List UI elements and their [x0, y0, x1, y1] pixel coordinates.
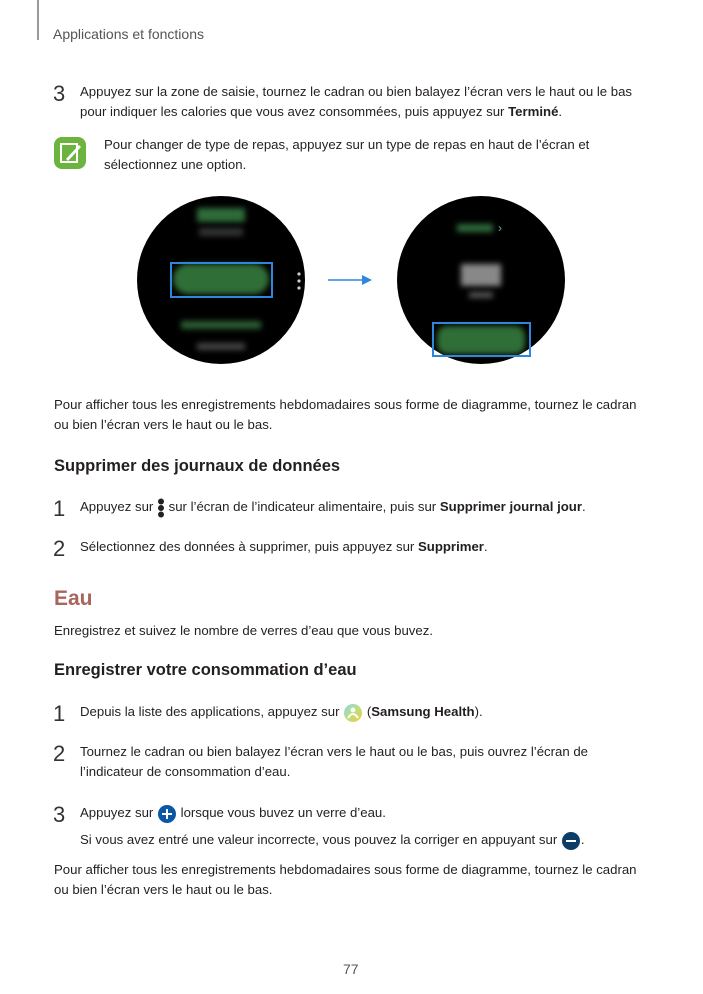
section-title: Enregistrer votre consommation d’eau	[54, 661, 357, 679]
page-number: 77	[343, 961, 359, 977]
step-number: 2	[53, 741, 66, 766]
done-highlight	[432, 322, 531, 357]
step-number: 2	[53, 536, 66, 561]
step-text: Tournez le cadran ou bien balayez l’écran vers le haut ou le bas, puis ouvrez l’écran de l’indicateur de consommation d’eau.	[80, 744, 589, 779]
input-highlight	[170, 262, 273, 298]
step-text: Depuis la liste des applications, appuyez sur (Samsung Health).	[80, 702, 690, 723]
add-icon	[157, 803, 177, 824]
more-options-icon	[297, 271, 301, 291]
step-text: Sélectionnez des données à supprimer, puis appuyez sur Supprimer.	[80, 539, 488, 554]
step-number: 1	[53, 496, 66, 521]
samsung-health-icon	[343, 702, 363, 723]
more-options-icon	[157, 497, 165, 518]
arrow-right-icon	[328, 272, 374, 293]
step-number: 3	[53, 802, 66, 827]
step-text: Appuyez sur lorsque vous buvez un verre d’eau. Si vous avez entré une valeur incorrecte, vous pouvez la corriger en appuyant sur .	[80, 803, 690, 851]
header-rule	[37, 0, 39, 40]
paragraph: Enregistrez et suivez le nombre de verres d’eau que vous buvez.	[54, 623, 433, 638]
section-heading: Eau	[54, 587, 93, 610]
step-text	[80, 82, 680, 122]
step-text: Appuyez sur sur l’écran de l’indicateur alimentaire, puis sur Supprimer journal jour.	[80, 497, 690, 518]
header-title: Applications et fonctions	[53, 26, 204, 42]
chevron-right-icon: ›	[498, 221, 502, 235]
paragraph: Pour afficher tous les enregistrements hebdomadaires sous forme de diagramme, tournez le cadran ou bien l’écran vers le haut ou le bas.	[54, 862, 637, 897]
note-text: Pour changer de type de repas, appuyez sur un type de repas en haut de l’écran et sélectionnez une option.	[104, 137, 590, 172]
step-number: 3	[53, 81, 66, 106]
step-number: 1	[53, 701, 66, 726]
paragraph: Pour afficher tous les enregistrements hebdomadaires sous forme de diagramme, tournez le cadran ou bien l’écran vers le haut ou le bas.	[54, 397, 637, 432]
note-pencil-icon	[54, 137, 86, 169]
step-line: pour indiquer les calories que vous avez consommées, puis appuyez sur Terminé.	[80, 104, 563, 119]
step-line: Appuyez sur la zone de saisie, tournez le cadran ou bien balayez l’écran vers le haut ou le bas	[80, 84, 633, 99]
remove-icon	[561, 830, 581, 851]
section-title: Supprimer des journaux de données	[54, 457, 341, 475]
